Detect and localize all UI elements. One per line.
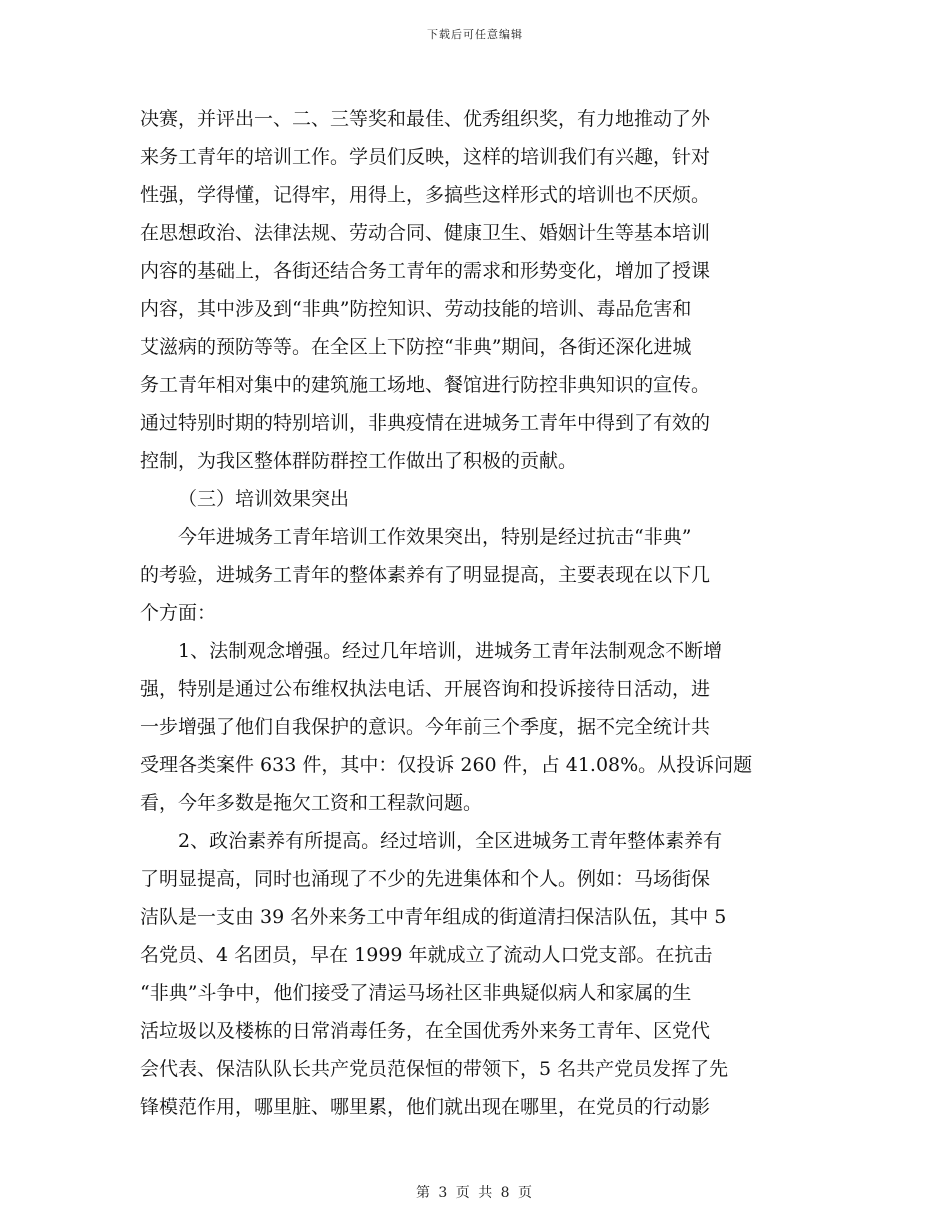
body-line: 受理各类案件 633 件，其中：仅投诉 260 件，占 41.08%。从投诉问题: [140, 754, 753, 776]
section-heading: （三）培训效果突出: [178, 488, 350, 510]
paragraph-start: 2、政治素养有所提高。经过培训，全区进城务工青年整体素养有: [178, 830, 723, 852]
paragraph-start: 1、法制观念增强。经过几年培训，进城务工青年法制观念不断增: [178, 640, 723, 662]
body-line: 洁队是一支由 39 名外来务工中青年组成的街道清扫保洁队伍，其中 5: [140, 906, 727, 928]
body-line: 决赛，并评出一、二、三等奖和最佳、优秀组织奖，有力地推动了外: [140, 108, 711, 130]
body-line: 一步增强了他们自我保护的意识。今年前三个季度，据不完全统计共: [140, 716, 711, 738]
body-line: 了明显提高，同时也涌现了不少的先进集体和个人。例如：马场街保: [140, 868, 711, 890]
body-line: 通过特别时期的特别培训，非典疫情在进城务工青年中得到了有效的: [140, 412, 711, 434]
body-line: 控制，为我区整体群防群控工作做出了积极的贡献。: [140, 450, 578, 472]
body-line: 强，特别是通过公布维权执法电话、开展咨询和投诉接待日活动，进: [140, 678, 711, 700]
paragraph-start: 今年进城务工青年培训工作效果突出，特别是经过抗击“非典”: [178, 526, 692, 548]
body-line: 内容的基础上，各街还结合务工青年的需求和形势变化，增加了授课: [140, 260, 711, 282]
body-line: 会代表、保洁队队长共产党员范保恒的带领下，5 名共产党员发挥了先: [140, 1058, 729, 1080]
body-line: 看，今年多数是拖欠工资和工程款问题。: [140, 792, 483, 814]
body-line: 来务工青年的培训工作。学员们反映，这样的培训我们有兴趣，针对: [140, 146, 711, 168]
body-line: 艾滋病的预防等等。在全区上下防控“非典”期间，各街还深化进城: [140, 336, 692, 358]
page-number: 第 3 页 共 8 页: [415, 1185, 535, 1201]
body-line: 的考验，进城务工青年的整体素养有了明显提高，主要表现在以下几: [140, 564, 711, 586]
body-line: 个方面：: [140, 602, 217, 624]
body-line: 名党员、4 名团员，早在 1999 年就成立了流动人口党支部。在抗击: [140, 944, 713, 966]
body-line: 内容，其中涉及到“非典”防控知识、劳动技能的培训、毒品危害和: [140, 298, 692, 320]
body-line: 务工青年相对集中的建筑施工场地、餐馆进行防控非典知识的宣传。: [140, 374, 711, 396]
document-body: [140, 100, 810, 1126]
body-line: 性强，学得懂，记得牢，用得上，多搞些这样形式的培训也不厌烦。: [140, 184, 711, 206]
body-line: 锋模范作用，哪里脏、哪里累，他们就出现在哪里，在党员的行动影: [140, 1096, 711, 1118]
body-line: 在思想政治、法律法规、劳动合同、健康卫生、婚姻计生等基本培训: [140, 222, 711, 244]
body-line: 活垃圾以及楼栋的日常消毒任务，在全国优秀外来务工青年、区党代: [140, 1020, 711, 1042]
body-line: “非典”斗争中，他们接受了清运马场社区非典疑似病人和家属的生: [140, 982, 692, 1004]
page-header-note: 下载后可任意编辑: [427, 28, 523, 41]
